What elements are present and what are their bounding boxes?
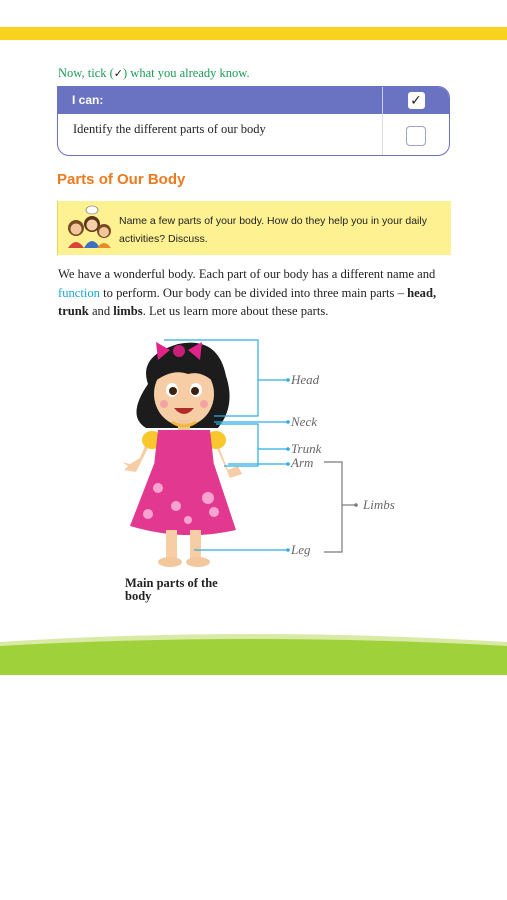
label-neck: Neck (291, 414, 317, 429)
bottom-green-band (0, 620, 507, 675)
top-yellow-bar (0, 27, 507, 40)
tick-instruction: Now, tick (✓) what you already know. (58, 66, 250, 80)
label-arm: Arm (291, 455, 314, 470)
discussion-box (57, 201, 451, 255)
body-parts-diagram (118, 336, 438, 616)
label-head: Head (291, 372, 320, 387)
label-leg: Leg (291, 542, 311, 557)
keyword-limbs: limbs (113, 304, 143, 318)
keyword-trunk: trunk (58, 304, 89, 318)
keyword-head: head, (407, 285, 437, 300)
i-can-label: I can: (72, 93, 104, 107)
i-can-header (58, 87, 449, 114)
skill-checkbox[interactable] (406, 126, 426, 146)
function-link[interactable]: function (58, 285, 100, 300)
figure-caption: Main parts of the body (125, 576, 218, 603)
section-title: Parts of Our Body (57, 171, 186, 188)
girl-illustration (118, 336, 438, 576)
skill-label: Identify the different parts of our body (73, 122, 266, 136)
i-can-row (58, 114, 449, 156)
discussion-prompt: Name a few parts of your body. How do they help you in your daily activities? Discuss. (119, 215, 427, 245)
label-trunk: Trunk (291, 441, 322, 456)
tick-icon: ✓ (113, 67, 123, 80)
body-paragraph: We have a wonderful body. Each part of our body has a different name and function to perform. Our body can be divided into three main parts – head, trunk and limbs. Let us learn more about these parts. (58, 267, 437, 318)
children-discussing-icon (64, 204, 112, 248)
label-limbs: Limbs (363, 497, 395, 512)
i-can-table (57, 86, 450, 156)
check-icon: ✓ (410, 92, 422, 109)
header-checkbox[interactable] (408, 92, 425, 109)
